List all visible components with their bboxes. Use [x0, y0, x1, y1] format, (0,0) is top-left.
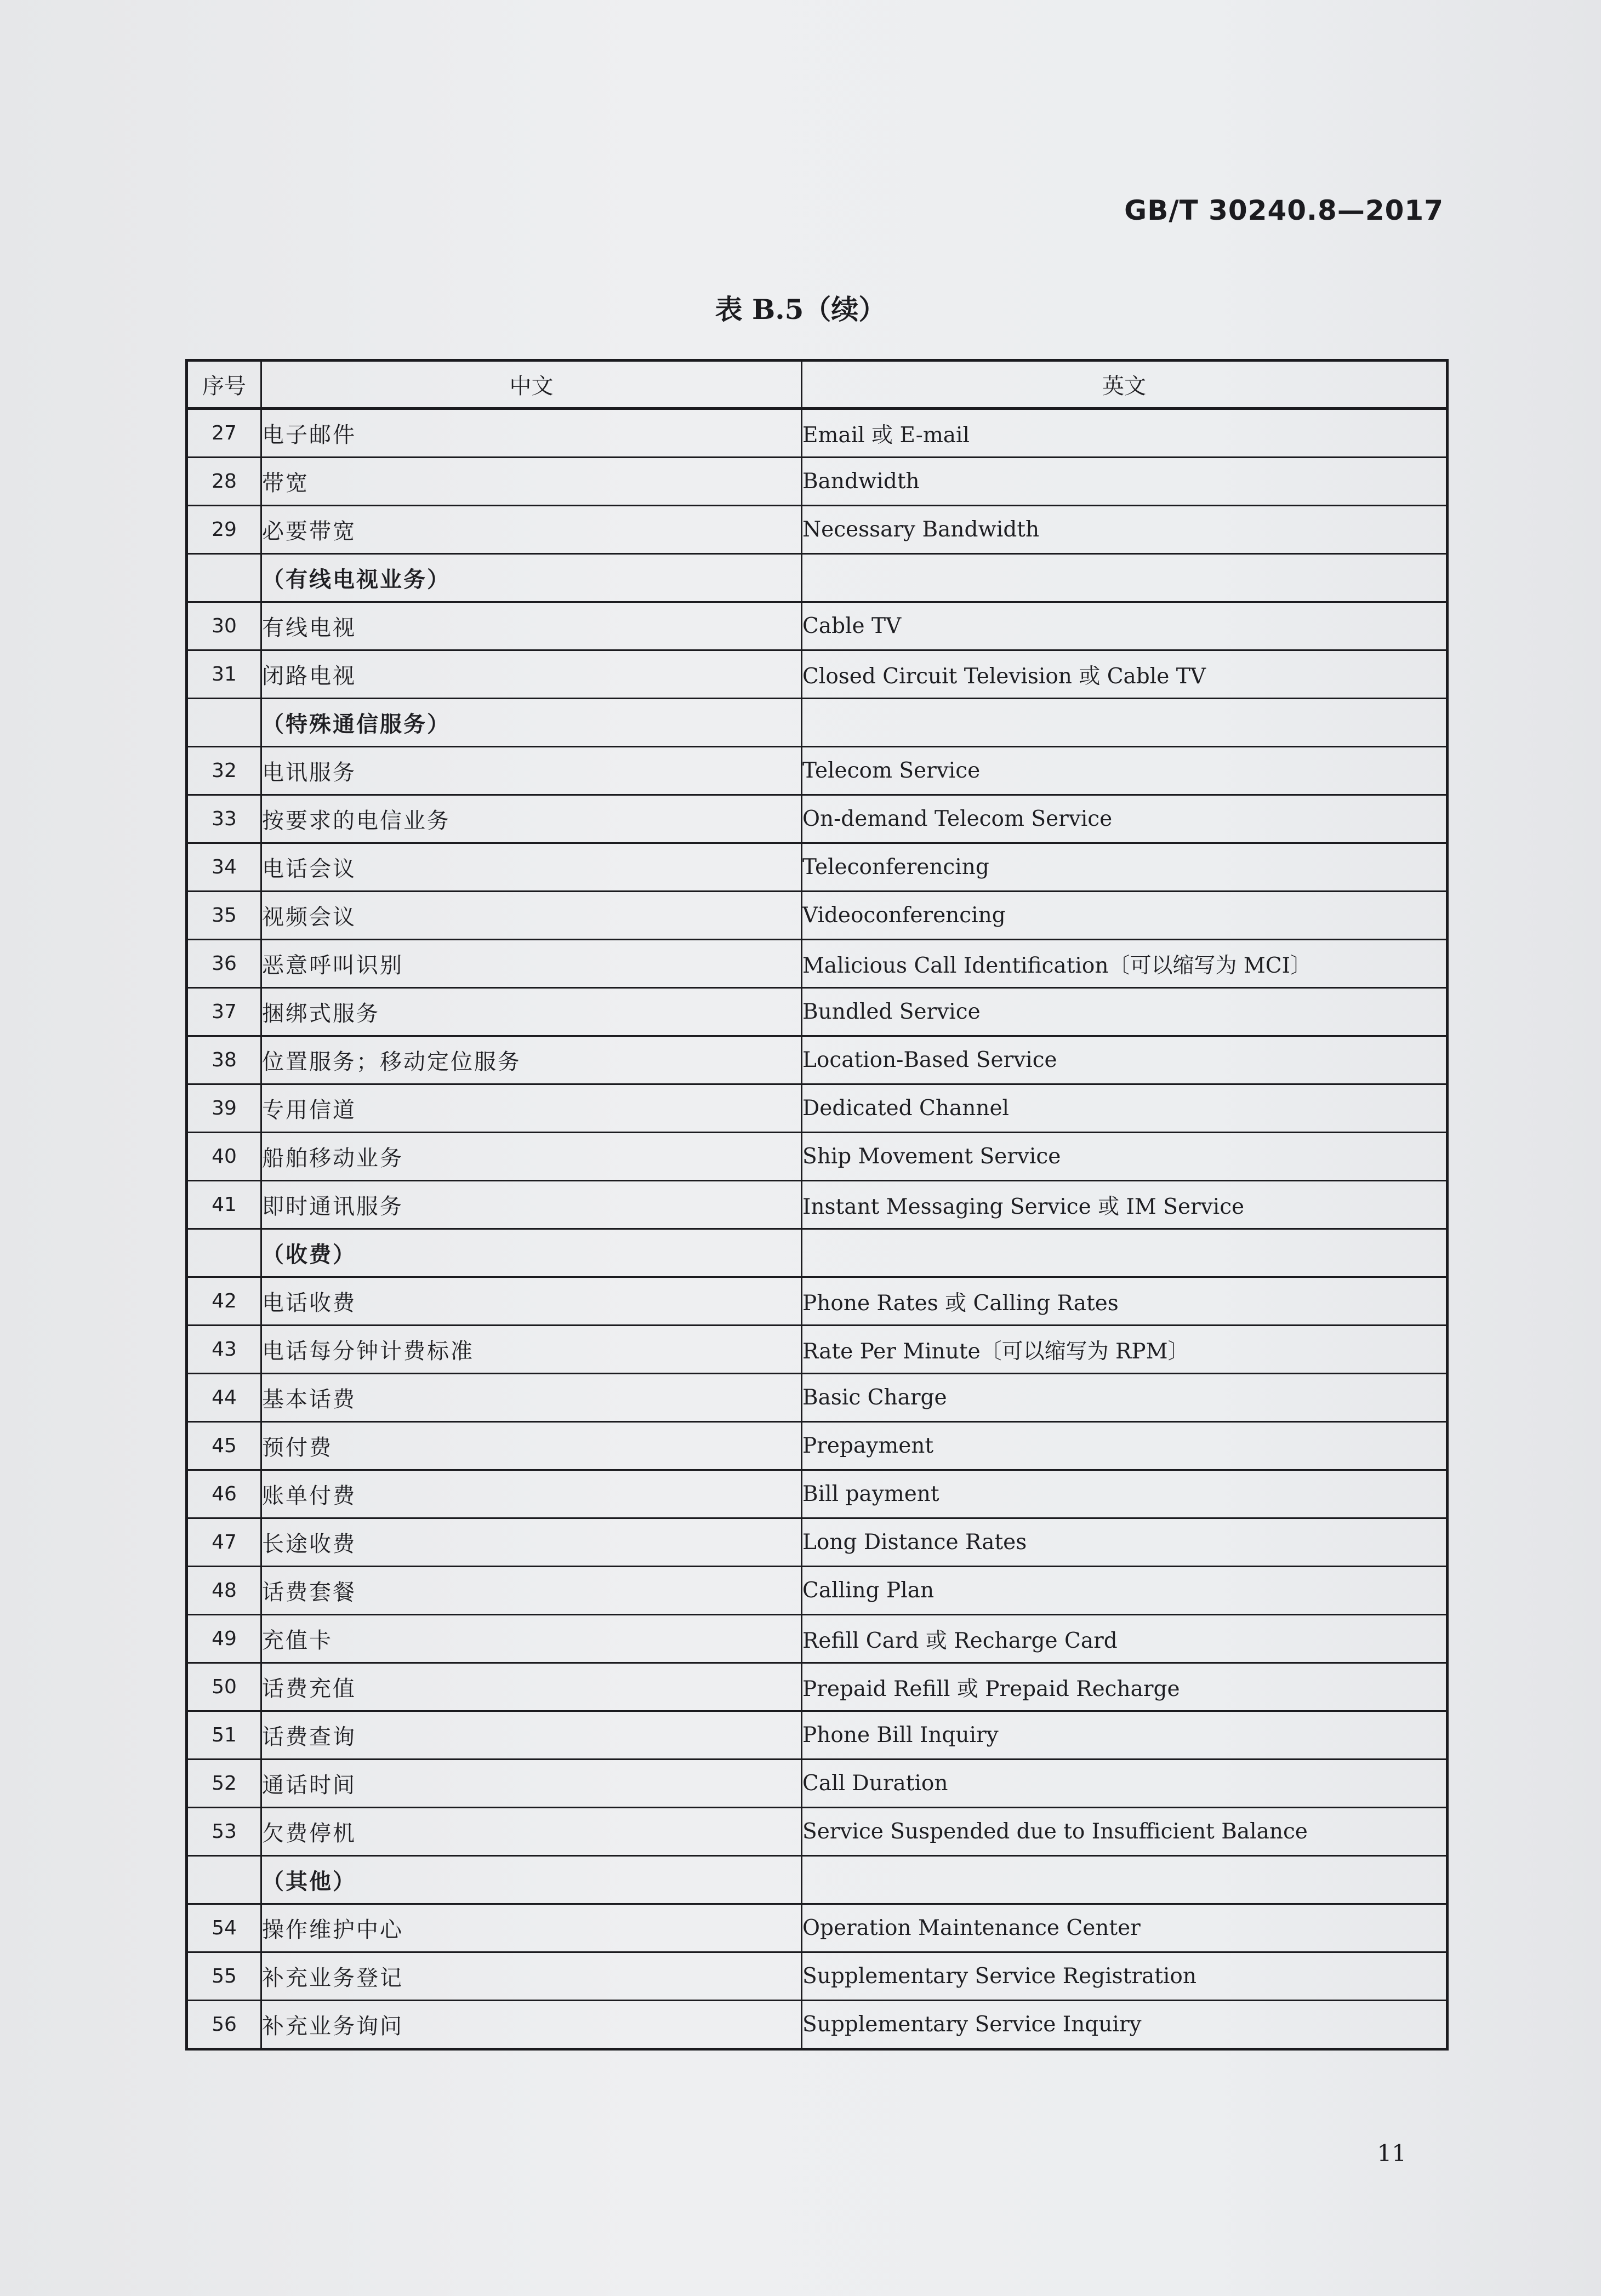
term-chinese: 欠费停机 [261, 1808, 802, 1856]
term-chinese: 有线电视 [261, 602, 802, 650]
table-row [187, 1470, 1448, 1518]
term-chinese: （收费） [261, 1229, 802, 1277]
term-english [802, 699, 1448, 747]
table-row [187, 1808, 1448, 1856]
term-chinese: 电话收费 [261, 1277, 802, 1326]
term-number: 42 [187, 1277, 261, 1326]
table-row [187, 1133, 1448, 1181]
term-number: 46 [187, 1470, 261, 1518]
term-chinese: 预付费 [261, 1422, 802, 1470]
table-row [187, 1904, 1448, 1952]
section-heading-row [187, 1856, 1448, 1904]
table-row [187, 747, 1448, 795]
term-english: Supplementary Service Registration [802, 1952, 1448, 2001]
term-chinese: 恶意呼叫识别 [261, 940, 802, 988]
term-number: 44 [187, 1374, 261, 1422]
table-row [187, 2001, 1448, 2049]
table-row [187, 1711, 1448, 1760]
table-row [187, 1615, 1448, 1663]
table-row [187, 940, 1448, 988]
table-row [187, 1084, 1448, 1133]
term-number: 37 [187, 988, 261, 1036]
term-english: Phone Rates 或 Calling Rates [802, 1277, 1448, 1326]
table-row [187, 1277, 1448, 1326]
term-english: Calling Plan [802, 1567, 1448, 1615]
term-chinese: 话费套餐 [261, 1567, 802, 1615]
term-chinese: 电讯服务 [261, 747, 802, 795]
term-chinese: 即时通讯服务 [261, 1181, 802, 1229]
table-row [187, 892, 1448, 940]
term-english: Rate Per Minute〔可以缩写为 RPM〕 [802, 1326, 1448, 1374]
term-number: 45 [187, 1422, 261, 1470]
term-number: 29 [187, 506, 261, 554]
term-chinese: 补充业务询问 [261, 2001, 802, 2049]
table-row [187, 1952, 1448, 2001]
term-chinese: 专用信道 [261, 1084, 802, 1133]
term-english: Phone Bill Inquiry [802, 1711, 1448, 1760]
glossary-table [185, 359, 1449, 2051]
term-number: 54 [187, 1904, 261, 1952]
table-title: 表 B.5（续） [715, 293, 886, 325]
term-english: Necessary Bandwidth [802, 506, 1448, 554]
table-row [187, 458, 1448, 506]
term-number [187, 554, 261, 602]
table-row [187, 843, 1448, 892]
term-english: Supplementary Service Inquiry [802, 2001, 1448, 2049]
term-number: 38 [187, 1036, 261, 1084]
section-heading-row [187, 1229, 1448, 1277]
term-chinese: 充值卡 [261, 1615, 802, 1663]
table-row [187, 602, 1448, 650]
term-english: Service Suspended due to Insufficient Balance [802, 1808, 1448, 1856]
term-number [187, 1229, 261, 1277]
table-row [187, 1518, 1448, 1567]
column-header-chinese: 中文 [261, 361, 802, 409]
term-number: 27 [187, 409, 261, 458]
table-header [187, 361, 1448, 409]
term-english: Closed Circuit Television 或 Cable TV [802, 650, 1448, 699]
term-english [802, 1856, 1448, 1904]
header-row [187, 361, 1448, 409]
term-chinese: （有线电视业务） [261, 554, 802, 602]
term-english: Dedicated Channel [802, 1084, 1448, 1133]
term-english: Location-Based Service [802, 1036, 1448, 1084]
term-chinese: 闭路电视 [261, 650, 802, 699]
table-row [187, 1036, 1448, 1084]
term-chinese: （其他） [261, 1856, 802, 1904]
term-number: 28 [187, 458, 261, 506]
table-row [187, 650, 1448, 699]
term-english: Telecom Service [802, 747, 1448, 795]
term-number: 41 [187, 1181, 261, 1229]
term-number: 40 [187, 1133, 261, 1181]
table-row [187, 506, 1448, 554]
term-english: Ship Movement Service [802, 1133, 1448, 1181]
table-row [187, 1422, 1448, 1470]
term-english: Basic Charge [802, 1374, 1448, 1422]
term-number [187, 699, 261, 747]
term-english: Videoconferencing [802, 892, 1448, 940]
term-english: Bill payment [802, 1470, 1448, 1518]
standard-number: GB/T 30240.8—2017 [1124, 195, 1444, 226]
term-number: 55 [187, 1952, 261, 2001]
term-chinese: 按要求的电信业务 [261, 795, 802, 843]
term-english: Prepaid Refill 或 Prepaid Recharge [802, 1663, 1448, 1711]
term-chinese: 电话会议 [261, 843, 802, 892]
term-chinese: 船舶移动业务 [261, 1133, 802, 1181]
term-number: 31 [187, 650, 261, 699]
term-chinese: 带宽 [261, 458, 802, 506]
term-number: 50 [187, 1663, 261, 1711]
term-number: 35 [187, 892, 261, 940]
term-english: Email 或 E-mail [802, 409, 1448, 458]
term-english: Call Duration [802, 1760, 1448, 1808]
term-number: 49 [187, 1615, 261, 1663]
term-english: Teleconferencing [802, 843, 1448, 892]
term-number: 52 [187, 1760, 261, 1808]
term-english: Refill Card 或 Recharge Card [802, 1615, 1448, 1663]
term-english: Bandwidth [802, 458, 1448, 506]
term-number: 51 [187, 1711, 261, 1760]
term-english: Cable TV [802, 602, 1448, 650]
term-english: Instant Messaging Service 或 IM Service [802, 1181, 1448, 1229]
term-number: 32 [187, 747, 261, 795]
term-chinese: 账单付费 [261, 1470, 802, 1518]
term-number: 47 [187, 1518, 261, 1567]
term-english: On-demand Telecom Service [802, 795, 1448, 843]
term-chinese: 必要带宽 [261, 506, 802, 554]
table-row [187, 1760, 1448, 1808]
term-number: 34 [187, 843, 261, 892]
term-english: Bundled Service [802, 988, 1448, 1036]
section-heading-row [187, 699, 1448, 747]
column-header-english: 英文 [802, 361, 1448, 409]
table-row [187, 1181, 1448, 1229]
term-chinese: 电话每分钟计费标准 [261, 1326, 802, 1374]
term-number: 43 [187, 1326, 261, 1374]
term-number: 53 [187, 1808, 261, 1856]
term-number: 39 [187, 1084, 261, 1133]
term-chinese: 通话时间 [261, 1760, 802, 1808]
table-row [187, 988, 1448, 1036]
term-chinese: 捆绑式服务 [261, 988, 802, 1036]
term-number: 36 [187, 940, 261, 988]
table-row [187, 1326, 1448, 1374]
term-english: Malicious Call Identification〔可以缩写为 MCI〕 [802, 940, 1448, 988]
term-chinese: 话费充值 [261, 1663, 802, 1711]
term-english [802, 554, 1448, 602]
table-row [187, 795, 1448, 843]
term-chinese: 基本话费 [261, 1374, 802, 1422]
table-row [187, 1567, 1448, 1615]
term-chinese: 长途收费 [261, 1518, 802, 1567]
term-number: 30 [187, 602, 261, 650]
term-number: 56 [187, 2001, 261, 2049]
term-english: Operation Maintenance Center [802, 1904, 1448, 1952]
column-header-number: 序号 [187, 361, 261, 409]
page-number: 11 [1377, 2140, 1406, 2167]
term-chinese: （特殊通信服务） [261, 699, 802, 747]
section-heading-row [187, 554, 1448, 602]
term-chinese: 电子邮件 [261, 409, 802, 458]
table-row [187, 1374, 1448, 1422]
table-row [187, 1663, 1448, 1711]
term-number: 48 [187, 1567, 261, 1615]
table-body [187, 409, 1448, 2049]
term-number [187, 1856, 261, 1904]
term-english: Prepayment [802, 1422, 1448, 1470]
term-chinese: 操作维护中心 [261, 1904, 802, 1952]
term-chinese: 视频会议 [261, 892, 802, 940]
term-english [802, 1229, 1448, 1277]
table-row [187, 409, 1448, 458]
term-english: Long Distance Rates [802, 1518, 1448, 1567]
term-chinese: 补充业务登记 [261, 1952, 802, 2001]
term-number: 33 [187, 795, 261, 843]
term-chinese: 话费查询 [261, 1711, 802, 1760]
term-chinese: 位置服务；移动定位服务 [261, 1036, 802, 1084]
